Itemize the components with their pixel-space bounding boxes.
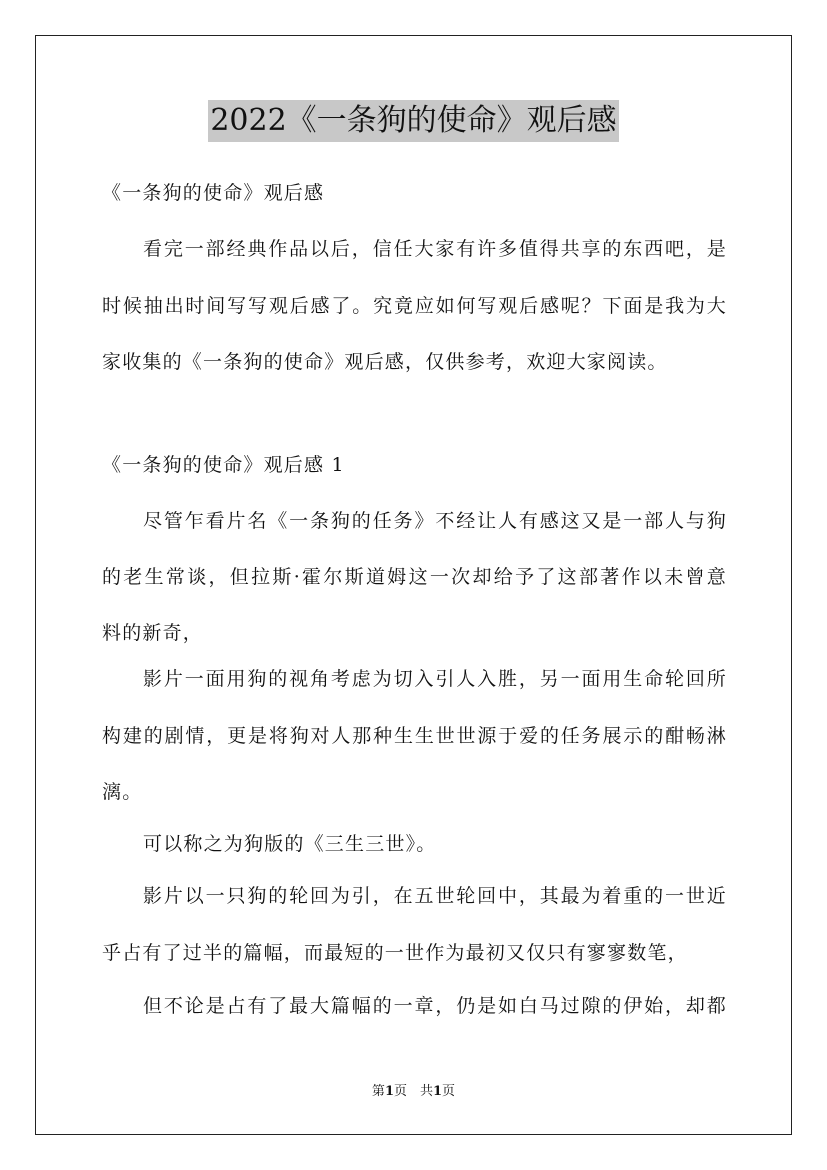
footer-label-prefix: 第 xyxy=(371,1084,385,1099)
paragraph-line: 时候抽出时间写写观后感了。究竟应如何写观后感呢？下面是我为大 xyxy=(102,295,727,317)
paragraph-line: 的老生常谈，但拉斯·霍尔斯道姆这一次却给予了这部著作以未曾意 xyxy=(102,566,727,588)
subtitle-line: 《一条狗的使命》观后感 xyxy=(102,182,325,204)
paragraph-line: 影片以一只狗的轮回为引，在五世轮回中，其最为着重的一世近 xyxy=(143,885,727,907)
paragraph-line: 影片一面用狗的视角考虑为切入引人入胜，另一面用生命轮回所 xyxy=(143,668,727,690)
footer-label-middle: 页 共 xyxy=(393,1084,433,1099)
section-heading: 《一条狗的使命》观后感 1 xyxy=(102,454,345,476)
footer-page-number: 1 xyxy=(384,1084,394,1099)
paragraph-line: 漓。 xyxy=(102,781,143,803)
page-footer xyxy=(0,1083,827,1101)
footer-total-pages: 1 xyxy=(433,1084,443,1099)
title-wrap xyxy=(0,100,827,142)
paragraph-line: 构建的剧情，更是将狗对人那种生生世世源于爱的任务展示的酣畅淋 xyxy=(102,725,727,747)
paragraph-line: 家收集的《一条狗的使命》观后感，仅供参考，欢迎大家阅读。 xyxy=(102,351,668,373)
paragraph-line: 乎占有了过半的篇幅，而最短的一世作为最初又仅只有寥寥数笔， xyxy=(102,942,688,964)
footer-label-suffix: 页 xyxy=(442,1084,456,1099)
document-title: 2022《一条狗的使命》观后感 xyxy=(208,100,618,142)
paragraph-line: 但不论是占有了最大篇幅的一章，仍是如白马过隙的伊始，却都 xyxy=(143,995,727,1017)
paragraph-line: 料的新奇， xyxy=(102,622,204,644)
paragraph-line: 尽管乍看片名《一条狗的任务》不经让人有感这又是一部人与狗 xyxy=(143,510,727,532)
paragraph-line: 可以称之为狗版的《三生三世》。 xyxy=(143,833,437,855)
paragraph-line: 看完一部经典作品以后，信任大家有许多值得共享的东西吧，是 xyxy=(143,238,727,260)
